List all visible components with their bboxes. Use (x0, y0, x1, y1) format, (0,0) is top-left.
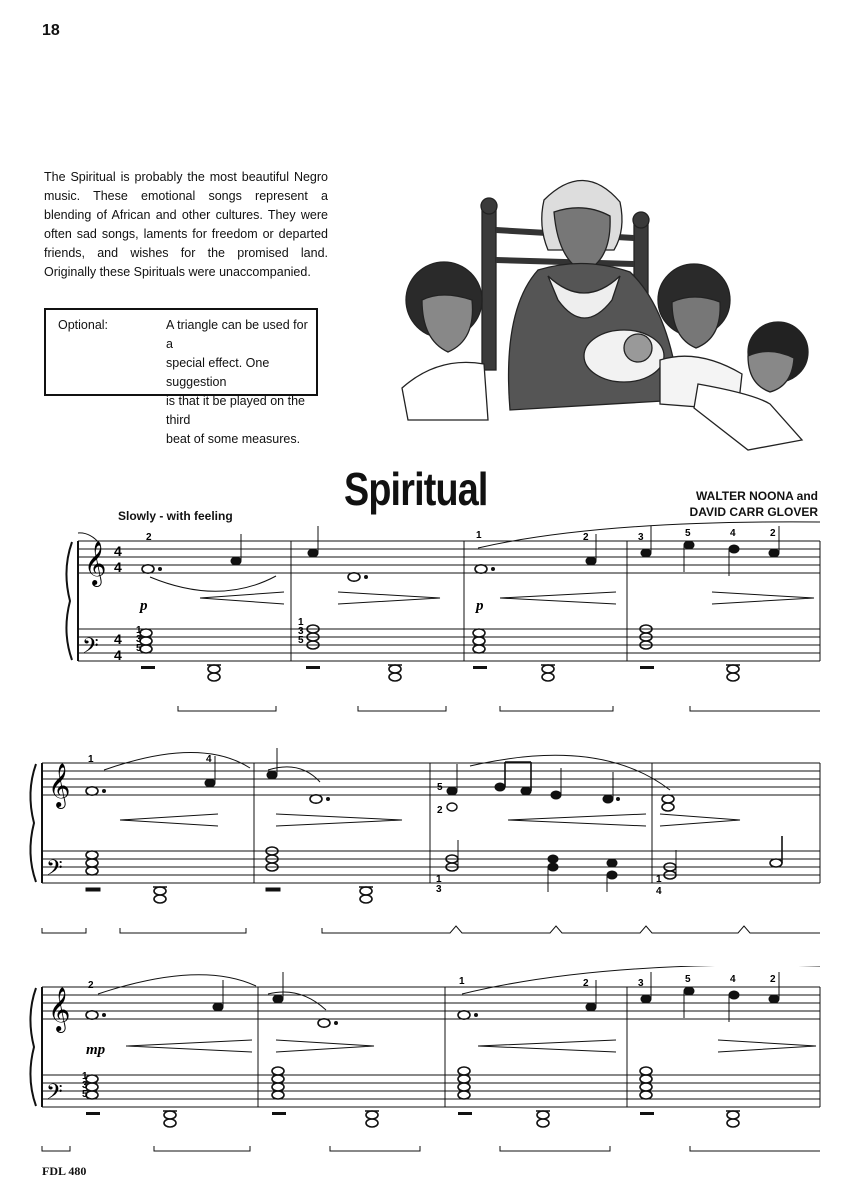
composer-line: WALTER NOONA and (696, 489, 818, 503)
composer-credit (690, 488, 818, 520)
fingering: 4 (730, 528, 736, 539)
fingering: 3 (136, 634, 142, 645)
optional-note-box (44, 308, 318, 446)
fingering: 4 (206, 754, 212, 765)
fingering: 1 (459, 976, 465, 987)
fingering: 1 (656, 874, 662, 885)
fingering: 4 (730, 974, 736, 985)
optional-line: special effect. One suggestion (166, 356, 270, 389)
song-title: Spiritual (344, 463, 488, 515)
fingering: 5 (685, 528, 691, 539)
fingering: 2 (437, 805, 443, 816)
bass-clef-icon: 𝄢 (46, 1080, 63, 1110)
fingering: 2 (583, 978, 589, 989)
treble-clef-icon: 𝄞 (84, 541, 107, 585)
fingering: 3 (82, 1080, 88, 1091)
fingering: 5 (136, 643, 142, 654)
fingering: 1 (298, 617, 304, 628)
fingering: 1 (136, 625, 142, 636)
dynamic-p: p (476, 598, 484, 614)
fingering: 2 (146, 532, 152, 543)
optional-line: beat of some measures. (166, 432, 301, 446)
fingering: 3 (638, 978, 644, 989)
fingering: 5 (298, 635, 304, 646)
fingering: 5 (437, 782, 443, 793)
time-sig-bottom: 4 (114, 559, 122, 575)
footer-code: FDL 480 (42, 1164, 87, 1178)
note-head (142, 565, 154, 573)
composer-line: DAVID CARR GLOVER (689, 505, 818, 519)
bass-clef-icon: 𝄢 (46, 856, 63, 886)
fingering: 1 (88, 754, 94, 765)
fingering: 2 (583, 532, 589, 543)
dynamic-mp: mp (86, 1042, 106, 1058)
music-system-3 (0, 966, 850, 1156)
fingering: 1 (82, 1071, 88, 1082)
fingering: 1 (476, 530, 482, 541)
intro-paragraph: The Spiritual is probably the most beautiful Negro music. These emotional songs represent a blending of African and other cultures. They were often sad songs, laments for freedom or departed friends, and wishes for the promised land. Originally these Spirituals were unaccompanied. (44, 170, 328, 279)
fingering: 2 (770, 528, 776, 539)
bass-clef-icon: 𝄢 (82, 634, 99, 664)
fingering: 1 (436, 874, 442, 885)
time-sig-top: 4 (114, 631, 122, 647)
optional-label: Optional: (58, 318, 109, 332)
optional-line: A triangle can be used for a (166, 318, 308, 351)
fingering: 4 (656, 886, 662, 897)
fingering: 3 (298, 626, 304, 637)
fingering: 2 (88, 980, 94, 991)
dynamic-p: p (140, 598, 148, 614)
time-sig-top: 4 (114, 543, 122, 559)
music-system-2 (0, 742, 850, 942)
family-illustration (398, 160, 818, 460)
fingering: 2 (770, 974, 776, 985)
time-sig-bottom: 4 (114, 647, 122, 663)
treble-clef-icon: 𝄞 (48, 987, 71, 1031)
fingering: 5 (82, 1089, 88, 1100)
page-number: 18 (42, 22, 60, 39)
treble-clef-icon: 𝄞 (48, 763, 71, 807)
music-system-1 (0, 520, 850, 720)
optional-line: is that it be played on the third (166, 394, 305, 427)
optional-text (166, 316, 316, 449)
tempo-marking: Slowly - with feeling (118, 509, 233, 523)
fingering: 5 (685, 974, 691, 985)
fingering: 3 (436, 884, 442, 895)
fingering: 3 (638, 532, 644, 543)
